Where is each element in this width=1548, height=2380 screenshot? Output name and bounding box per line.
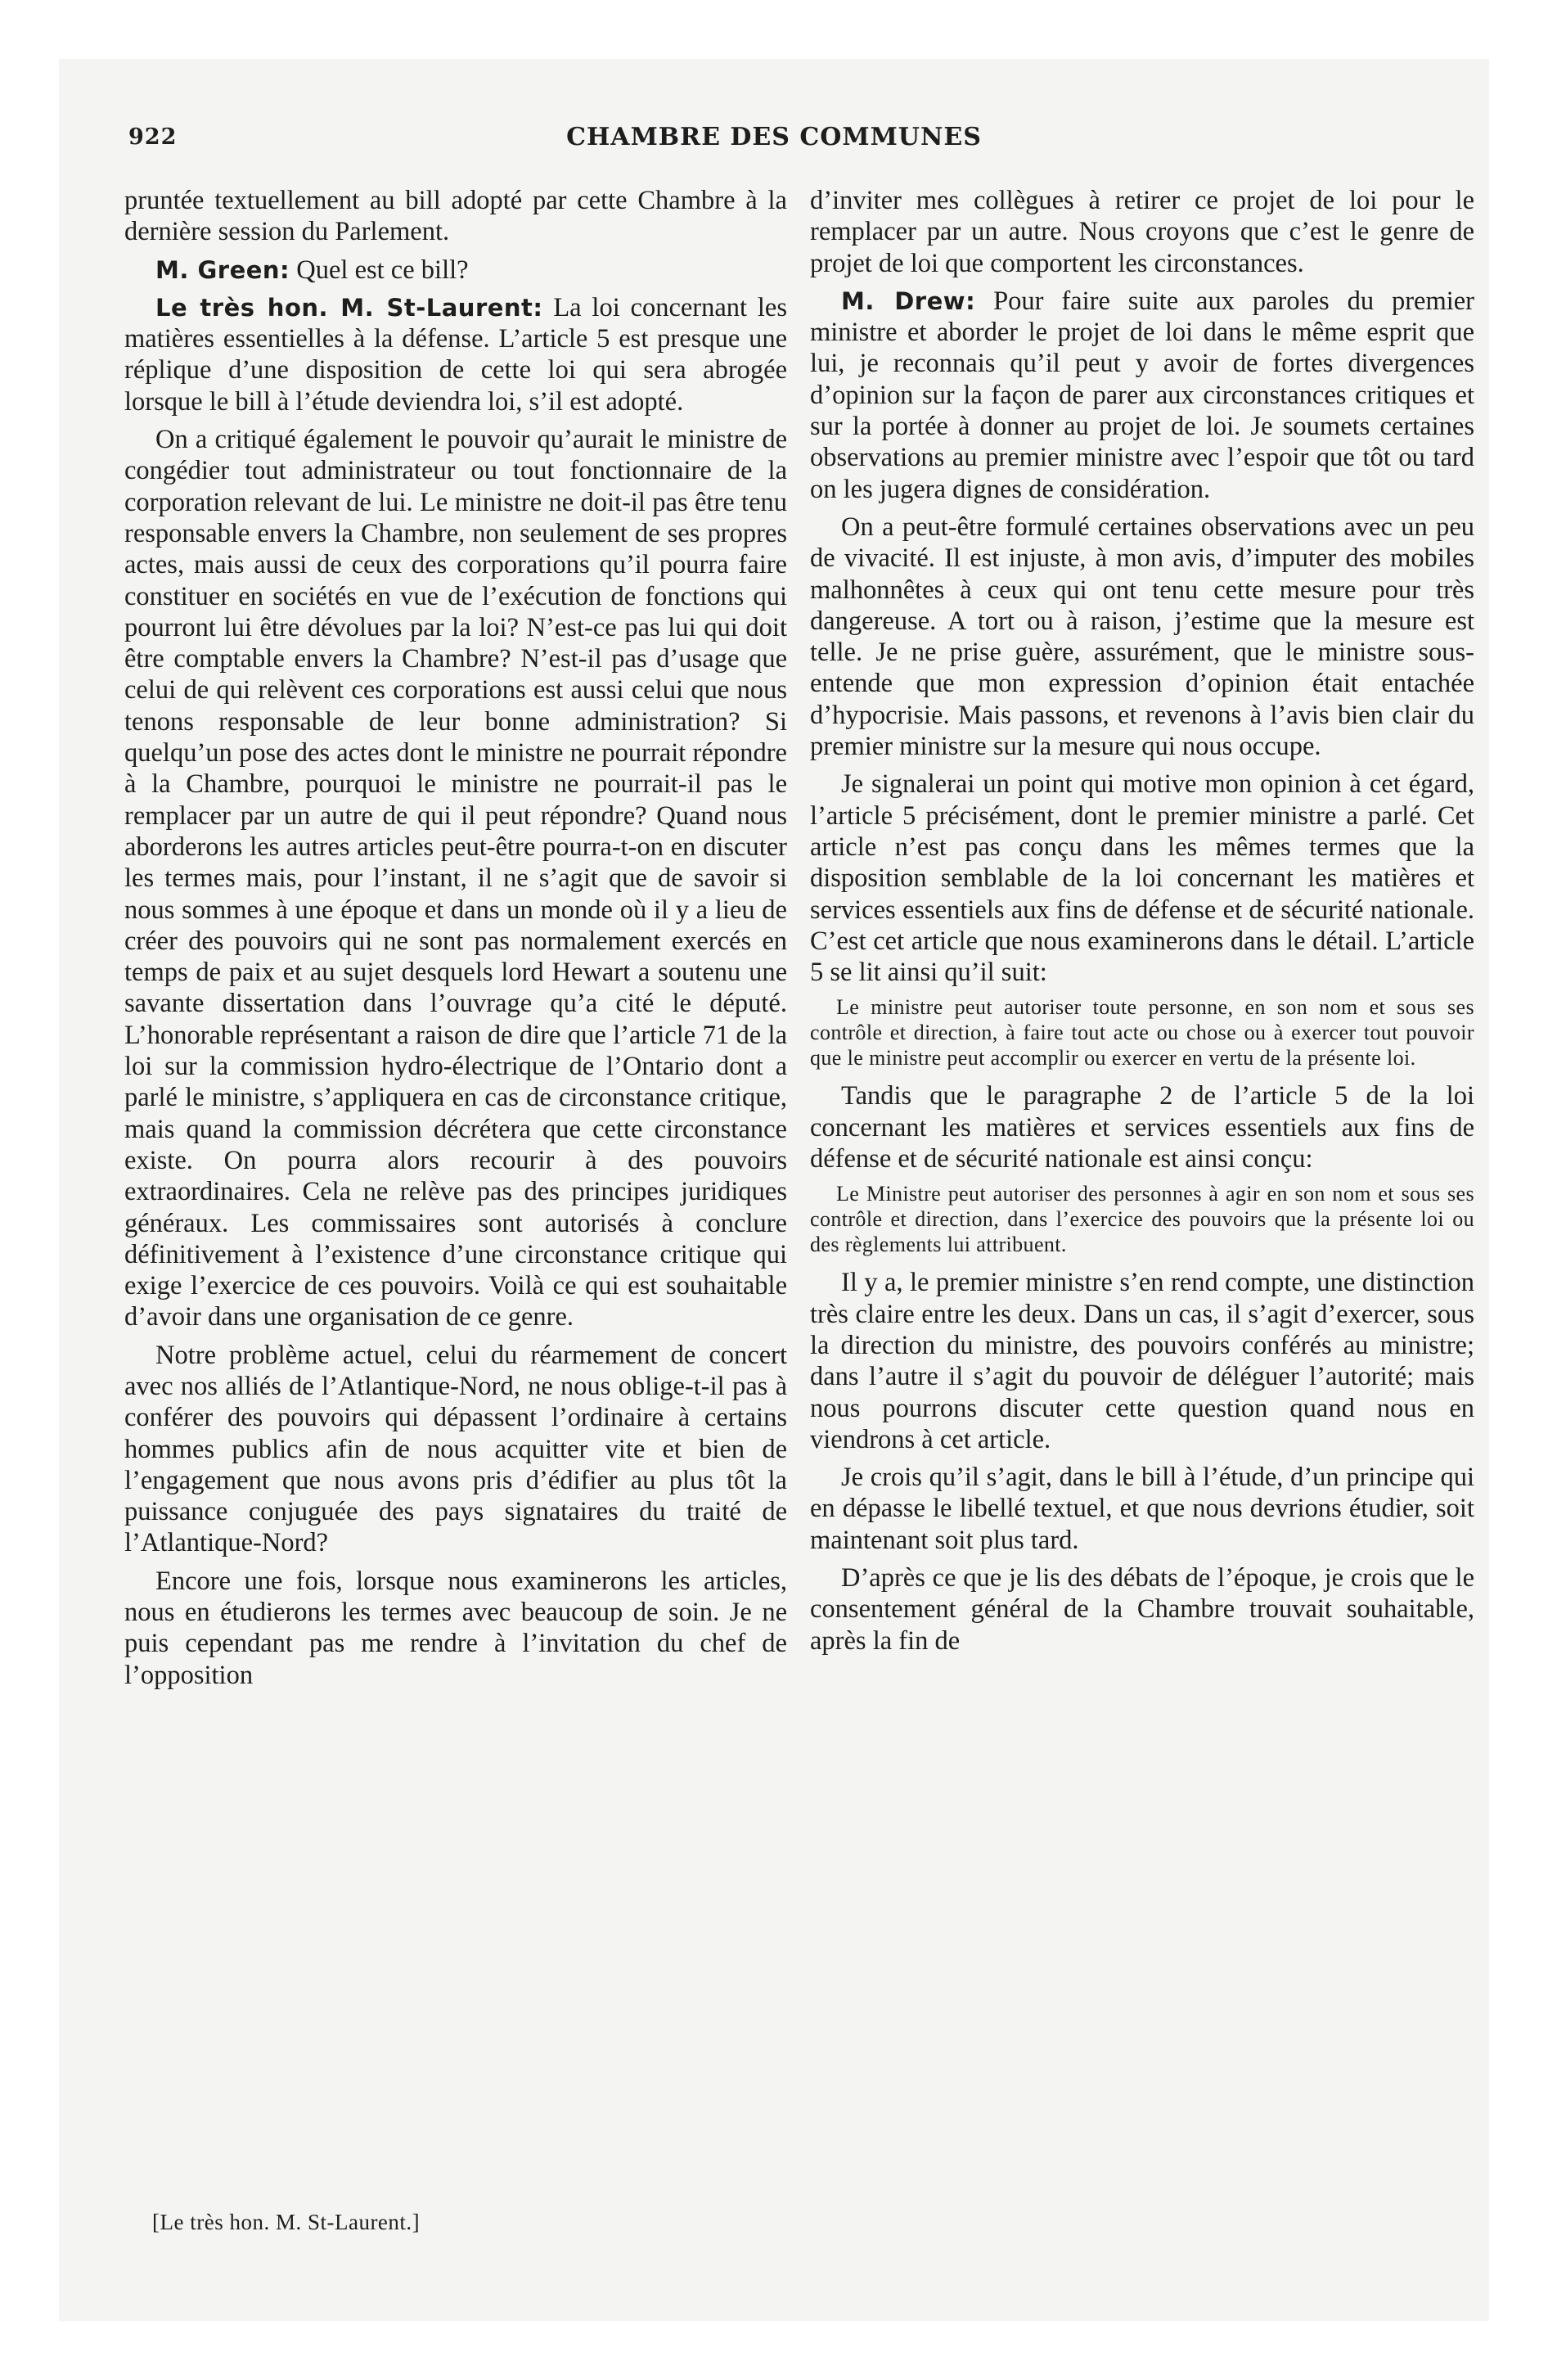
paragraph: Je crois qu’il s’agit, dans le bill à l’étude, d’un principe qui en dépasse le libellé textuel, et que nous devrions étudier, soit maintenant soit plus tard.	[810, 1463, 1474, 1555]
right-column	[810, 185, 1474, 1663]
paragraph: Tandis que le paragraphe 2 de l’article 5 de la loi concernant les matières et services essentiels aux fins de défense et de sécurité nationale est ainsi conçu:	[810, 1081, 1474, 1174]
paragraph: Encore une fois, lorsque nous examinerons les articles, nous en étudierons les termes avec beaucoup de soin. Je ne puis cependant pas me rendre à l’invitation du chef de l’opposition	[124, 1566, 787, 1690]
running-head: CHAMBRE DES COMMUNES	[566, 123, 982, 151]
scanned-page	[59, 59, 1489, 2321]
left-column	[124, 185, 787, 1697]
speech-text: Pour faire suite aux paroles du premier ministre et aborder le projet de loi dans le même esprit que lui, je reconnais qu’il peut y avoir de fortes divergences d’opinion sur la façon de parer aux circonstances critiques et sur la portée à donner au projet de loi. Je soumets certaines observations au premier ministre avec l’espoir que tôt ou tard on les jugera dignes de considération.	[810, 286, 1475, 504]
document-page	[59, 59, 1489, 2321]
speaker-name: M. Green:	[155, 255, 290, 284]
paragraph: Notre problème actuel, celui du réarmement de concert avec nos alliés de l’Atlantique-Nord, ne nous oblige-t-il pas à conférer des pouvoirs qui dépassent l’ordinaire à certains hommes publics afin de nous acquitter vite et bien de l’engagement que nous avons pris d’édifier au plus tôt la puissance conjuguée des pays signataires du traité de l’Atlantique-Nord?	[124, 1340, 787, 1558]
paragraph: D’après ce que je lis des débats de l’époque, je crois que le consentement général de la Chambre trouvait souhaitable, après la fin de	[810, 1562, 1474, 1656]
speech-paragraph	[810, 286, 1474, 505]
paragraph: d’inviter mes collègues à retirer ce projet de loi pour le remplacer par un autre. Nous croyons que c’est le genre de projet de loi que comportent les circonstances.	[810, 186, 1474, 278]
paragraph: On a peut-être formulé certaines observations avec un peu de vivacité. Il est injuste, à mon avis, d’imputer des mobiles malhonnêtes à ceux qui ont tenu cette mesure pour très dangereuse. A tort ou à raison, j’estime que la mesure est telle. Je ne prise guère, assurément, que le ministre sous-entende que mon expression d’opinion était entachée d’hypocrisie. Mais passons, et revenons à l’avis bien clair du premier ministre sur la mesure qui nous occupe.	[810, 512, 1474, 762]
speech-text: Quel est ce bill?	[296, 255, 469, 285]
block-quote: Le Ministre peut autoriser des personnes à agir en son nom et sous ses contrôle et direction, dans l’exercice des pouvoirs que la présente loi ou des règlements lui attribuent.	[810, 1182, 1474, 1257]
speech-paragraph	[124, 292, 787, 417]
paragraph: Il y a, le premier ministre s’en rend compte, une distinction très claire entre les deux. Dans un cas, il s’agit d’exercer, sous la direction du ministre, des pouvoirs conférés au ministre; dans l’autre il s’agit du pouvoir de déléguer l’autorité; mais nous pourrons discuter cette question quand nous en viendrons à cet article.	[810, 1268, 1474, 1454]
speech-text: La loi concernant les matières essentielles à la défense. L’article 5 est presque une réplique d’une disposition de cette loi qui sera abrogée lorsque le bill à l’étude deviendra loi, s’il est adopté.	[124, 292, 787, 417]
paragraph: On a critiqué également le pouvoir qu’aurait le ministre de congédier tout administrateur ou tout fonctionnaire de la corporation relevant de lui. Le ministre ne doit-il pas être tenu responsable envers la Chambre, non seulement de ses propres actes, mais aussi de ceux des corporations qu’il pourra faire constituer en sociétés en vue de l’exécution de fonctions qui pourront lui être dévolues par la loi? N’est-ce pas lui qui doit être comptable envers la Chambre? N’est-il pas d’usage que celui de qui relèvent ces corporations est aussi celui que nous tenons responsable de leur bonne administration? Si quelqu’un pose des actes dont le ministre ne pourrait répondre à la Chambre, pourquoi le ministre ne pourrait-il pas le remplacer par un autre de qui il peut répondre? Quand nous aborderons les autres articles peut-être pourra-t-on en discuter les termes mais, pour l’instant, il ne s’agit que de savoir si nous sommes à une époque et dans un monde où il y a lieu de créer des pouvoirs qui ne sont pas normalement exercés en temps de paix et au sujet desquels lord Hewart a soutenu une savante dissertation dans l’ouvrage qu’a cité le député. L’honorable représentant a raison de dire que l’article 71 de la loi sur la commission hydro-électrique de l’Ontario dont a parlé le ministre, s’appliquera en cas de circonstance critique, mais quand la commission décrétera que cette circonstance existe. On pourra alors recourir à des pouvoirs extraordinaires. Cela ne relève pas des principes juridiques généraux. Les commissaires sont autorisés à conclure définitivement à l’existence d’une circonstance critique qui exige l’exercice de ces pouvoirs. Voilà ce qui est souhaitable d’avoir dans une organisation de ce genre.	[124, 425, 787, 1332]
speaker-name: M. Drew:	[841, 286, 976, 315]
block-quote: Le ministre peut autoriser toute personne, en son nom et sous ses contrôle et direction, à faire tout acte ou chose ou à exercer tout pouvoir que le ministre peut accomplir ou exercer en vertu de la présente loi.	[810, 995, 1474, 1071]
speaker-name: Le très hon. M. St-Laurent:	[155, 293, 543, 322]
speech-paragraph	[124, 255, 787, 286]
page-number: 922	[128, 124, 178, 150]
paragraph: pruntée textuellement au bill adopté par cette Chambre à la dernière session du Parlement.	[124, 186, 787, 247]
paragraph: Je signalerai un point qui motive mon opinion à cet égard, l’article 5 précisément, dont le premier ministre a parlé. Cet article n’est pas conçu dans les mêmes termes que la disposition semblable de la loi concernant les matières et services essentiels aux fins de défense et de sécurité nationale. C’est cet article que nous examinerons dans le détail. L’article 5 se lit ainsi qu’il suit:	[810, 769, 1474, 988]
speaker-attribution-footer: [Le très hon. M. St-Laurent.]	[152, 2210, 421, 2234]
